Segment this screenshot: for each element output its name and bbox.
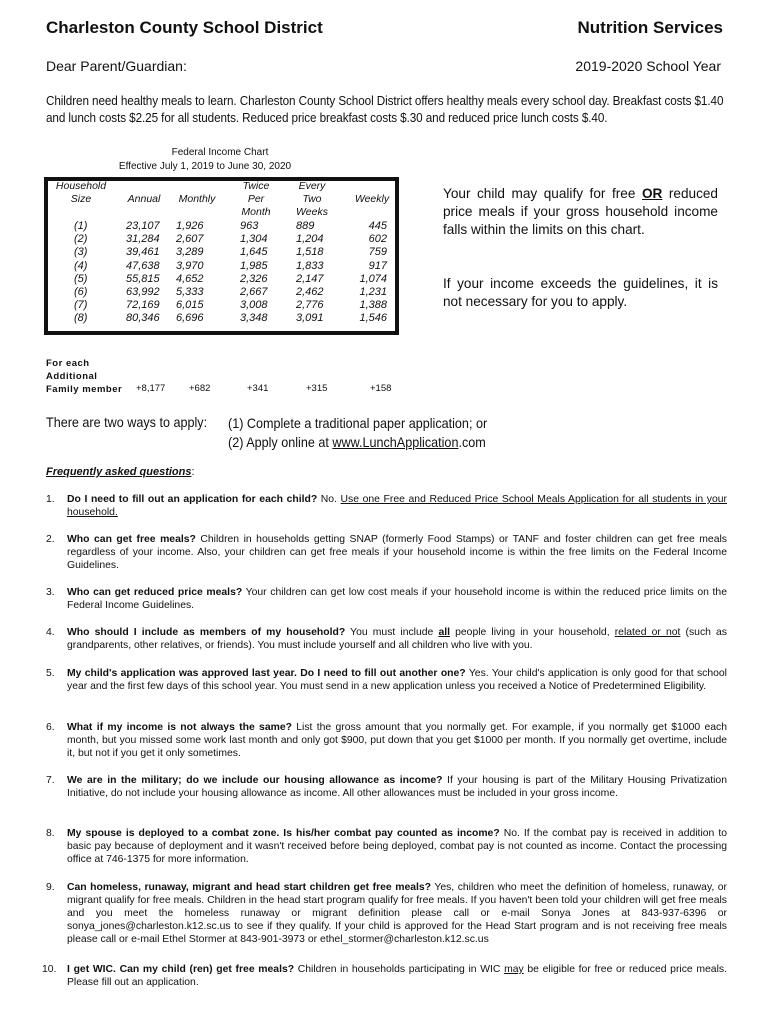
apply-label: There are two ways to apply:	[46, 414, 208, 430]
header-every-two-weeks: Every Two Weeks	[296, 180, 328, 218]
department-title: Nutrition Services	[577, 18, 723, 37]
additional-monthly: +682	[189, 383, 211, 394]
chart-title: Federal Income Chart	[171, 147, 269, 158]
header-annual: Annual	[127, 193, 161, 205]
district-title: Charleston County School District	[46, 18, 323, 37]
qualify-text: Your child may qualify for free OR reduced price meals if your gross household income falls within the limits on this chart.	[443, 186, 718, 237]
intro-paragraph: Children need healthy meals to learn. Charleston County School District offers healthy meals every school day. Breakfast costs $1.40 and lunch costs $2.25 for all students. Reduced price breakfast costs $.30 and reduced price lunch costs $.40.	[46, 94, 724, 125]
faq-title: Frequently asked questions:	[46, 466, 195, 478]
chart-effective-date: Effective July 1, 2019 to June 30, 2020	[118, 161, 292, 172]
additional-every: +315	[306, 383, 328, 394]
column-size: (1) (2) (3) (4) (5) (6) (7) (8)	[74, 220, 88, 325]
apply-option-paper: (1) Complete a traditional paper application; or	[228, 415, 488, 431]
additional-twice: +341	[247, 383, 269, 394]
exceeds-text: If your income exceeds the guidelines, it is not necessary for you to apply.	[443, 276, 718, 309]
header-monthly: Monthly	[178, 193, 216, 205]
additional-weekly: +158	[370, 383, 392, 394]
additional-member-label: For each Additional Family member	[46, 358, 123, 395]
lunch-application-link[interactable]: www.LunchApplication	[332, 434, 459, 450]
column-annual: 23,107 31,284 39,461 47,638 55,815 63,992 72,169 80,346	[126, 220, 160, 325]
apply-option-online: (2) Apply online at www.LunchApplication.com	[228, 434, 486, 450]
column-twice-per-month: 963 1,304 1,645 1,985 2,326 2,667 3,008 3,348	[240, 220, 268, 325]
apply-options	[228, 414, 487, 452]
column-every-two-weeks: 889 1,204 1,518 1,833 2,147 2,462 2,776 3,091	[296, 220, 324, 325]
header-weekly: Weekly	[354, 193, 390, 205]
header-household: Household Size	[55, 180, 107, 205]
column-weekly: 445 602 759 917 1,074 1,231 1,388 1,546	[359, 220, 387, 325]
greeting: Dear Parent/Guardian:	[46, 58, 187, 74]
school-year: 2019-2020 School Year	[575, 58, 721, 74]
header-twice-per-month: Twice Per Month	[241, 180, 271, 218]
column-monthly: 1,926 2,607 3,289 3,970 4,652 5,333 6,015 6,696	[176, 220, 204, 325]
additional-annual: +8,177	[136, 383, 166, 394]
